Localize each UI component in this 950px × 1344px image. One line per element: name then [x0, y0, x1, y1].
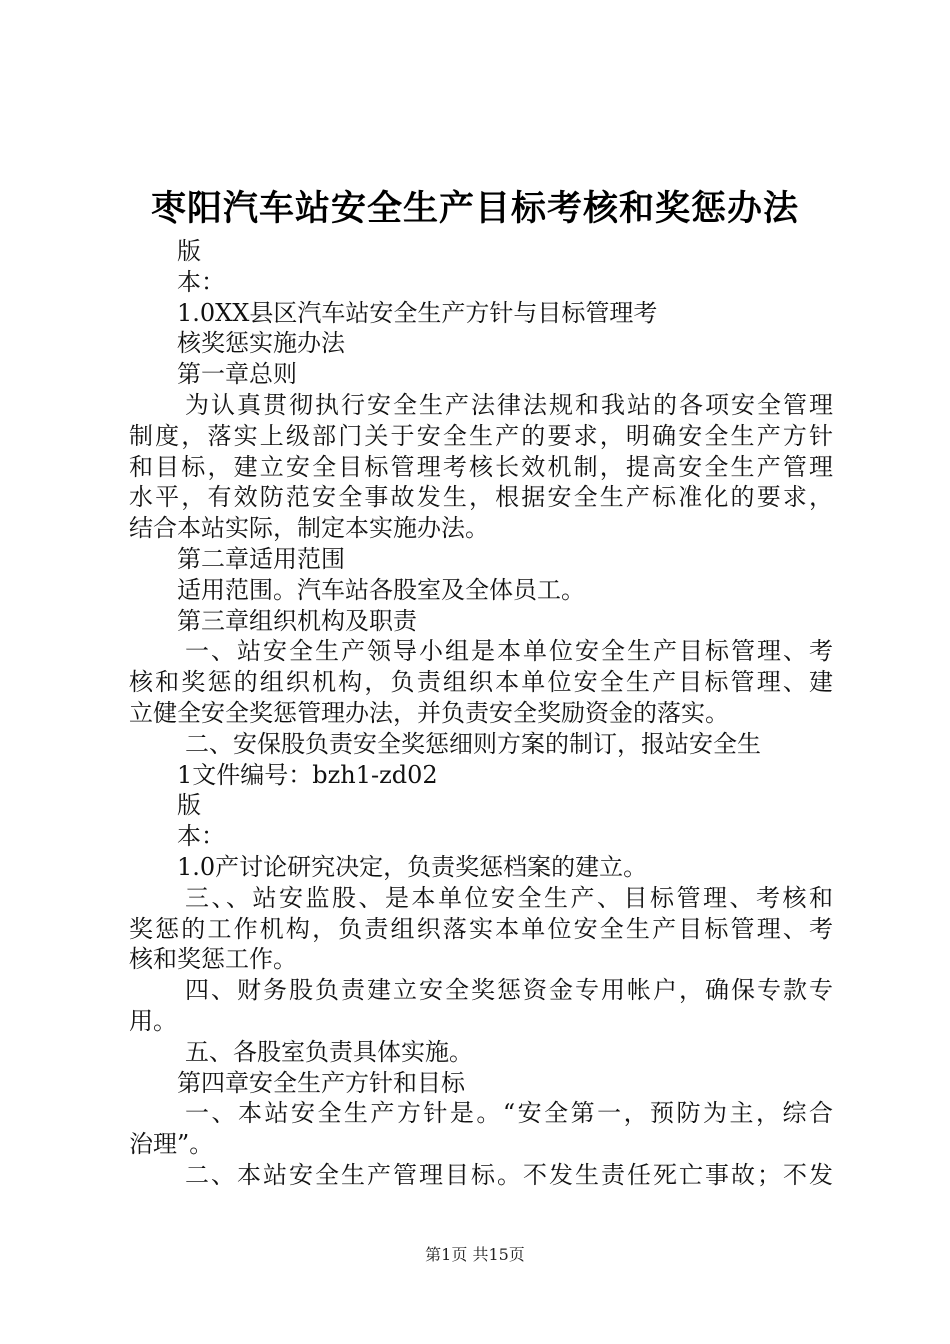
chapter-heading: 第四章安全生产方针和目标 [177, 1068, 465, 1097]
document-title: 枣阳汽车站安全生产目标考核和奖惩办法 [150, 188, 799, 229]
paragraph-line: 水平，有效防范安全事故发生，根据安全生产标准化的要求， [129, 483, 833, 512]
paragraph-line: 一、本站安全生产方针是。“安全第一，预防为主，综合 [185, 1099, 833, 1128]
paragraph-line: 二、本站安全生产管理目标。不发生责任死亡事故；不发 [185, 1160, 833, 1189]
paragraph-line: 和目标，建立安全目标管理考核长效机制，提高安全生产管理 [129, 452, 833, 481]
paragraph-line: 立健全安全奖惩管理办法，并负责安全奖励资金的落实。 [129, 698, 729, 727]
paragraph-line: 用。 [129, 1006, 177, 1035]
body-line: 本： [177, 267, 225, 296]
chapter-heading: 第一章总则 [177, 360, 297, 389]
paragraph-line: 奖惩的工作机构，负责组织落实本单位安全生产目标管理、考 [129, 914, 833, 943]
paragraph-line: 三、、站安监股、是本单位安全生产、目标管理、考核和 [185, 883, 833, 912]
paragraph-line: 核和奖惩的组织机构，负责组织本单位安全生产目标管理、建 [129, 668, 833, 697]
paragraph-line: 一、站安全生产领导小组是本单位安全生产目标管理、考 [185, 637, 833, 666]
body-line: 1.0XX县区汽车站安全生产方针与目标管理考 [177, 298, 658, 327]
paragraph-line: 五、各股室负责具体实施。 [185, 1037, 473, 1066]
paragraph-line: 结合本站实际，制定本实施办法。 [129, 514, 489, 543]
paragraph-line: 1.0产讨论研究决定，负责奖惩档案的建立。 [177, 852, 648, 881]
paragraph-line: 二、安保股负责安全奖惩细则方案的制订，报站安全生 [185, 729, 761, 758]
body-line: 版 [177, 237, 201, 265]
header-repeat-line: 版 [177, 791, 201, 820]
document-body [129, 236, 833, 1191]
header-repeat-line: 本： [177, 822, 225, 851]
paragraph-line: 适用范围。汽车站各股室及全体员工。 [177, 575, 585, 604]
body-line: 核奖惩实施办法 [177, 329, 345, 358]
paragraph-line: 核和奖惩工作。 [129, 945, 297, 974]
page-number-footer: 第1页 共15页 [425, 1245, 525, 1264]
paragraph-line: 制度，落实上级部门关于安全生产的要求，明确安全生产方针 [129, 421, 833, 450]
paragraph-line: 为认真贯彻执行安全生产法律法规和我站的各项安全管理 [185, 390, 833, 419]
paragraph-line: 四、财务股负责建立安全奖惩资金专用帐户，确保专款专 [185, 976, 833, 1005]
paragraph-line: 治理”。 [129, 1130, 214, 1159]
header-repeat-line: 1文件编号：bzh1-zd02 [177, 760, 438, 789]
chapter-heading: 第三章组织机构及职责 [177, 606, 417, 635]
chapter-heading: 第二章适用范围 [177, 544, 345, 573]
